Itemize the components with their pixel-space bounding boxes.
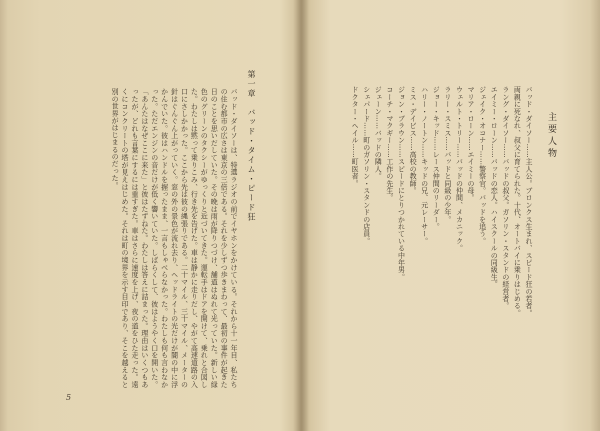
character-entry: ウェルト・トリー……バッドの仲間、メカニック。 — [455, 86, 464, 252]
character-entry: シェパード……町のガソリン・スタンドの店員。 — [362, 86, 371, 245]
character-list — [351, 86, 534, 378]
character-entry: ラング・ダイソー……バッドの叔父。ガソリン・スタンドの経営者。 — [501, 86, 510, 310]
character-list-title: 主要人物 — [546, 112, 556, 160]
chapter-body-text — [30, 88, 238, 388]
character-entry: エイミー・ローン……バッドの恋人。ハイスクールの同級生。 — [490, 86, 499, 288]
character-entry: コーチ・マクギー……工作の先生。 — [385, 86, 394, 202]
page-number: 5 — [66, 393, 72, 402]
character-entry: ジョン・ブラウン……スピードにとりつかれている中年男。 — [397, 86, 406, 281]
character-entry: バッド・ダイソー……主人公。ブロンクス生まれ、スピード狂の若者。 — [525, 86, 533, 317]
character-entry: ジョー・キッド……レース仲間のリーダー。 — [432, 86, 441, 230]
character-entry: ハリー・ノートン……キッドの兄、元レーサー。 — [420, 86, 429, 245]
character-entry: ジェーン……バッドの隣人。 — [374, 86, 383, 180]
character-entry: ミス・デイビス……高校の教師。 — [409, 86, 418, 194]
character-entry: マリア・ローン……エイミーの母。 — [467, 86, 476, 202]
character-entry: ラリー・スミス……バッドと同級の少年。 — [443, 86, 452, 223]
chapter-title: 第一章 バッド・タイム・ピード狂 — [247, 70, 256, 222]
character-entry: ドクター・ヘイル……町医者。 — [351, 86, 360, 187]
character-entry: ジェイク・オコナー……警察官。バッドを追う。 — [478, 86, 487, 245]
body-paragraph: バッド・ダイソーは、特選ラジオの前でイヤホンをかけている。それから十一年目、私たちの住む都市の広さは東京の三倍である。それを少しずつ歩きまわって、最初の事件が起きた日のことを思いだしていた。その晩は雨が降りつづけ、舗道はぬれて光っていた。新しい緑色のグリーンのタクシーがゆっくりと近づいてきた。運転手はドアを開けて、乗れと合図した。わたしは黙って乗りこみ、行き先を告げた。車は静かに走りだし、やがて高速道路の入口にさしかかった。ここから先は彼の縄張りである。二十マイル、三十マイル、メーターの針はぐんぐん上がっていく。窓の外の景色が流れ去り、ヘッドライトの光だけが闇の中に浮かんでいた。彼はハンドルを握ったまま、一言もしゃべらなかった。わたしも何も言わなかった。ただエンジンの音だけが低く響いていた。しばらくして、彼はようやく口を開いた。「あんたはなぜここに来た」と彼はたずねた。わたしは答えに詰まった。理由はいくつもあったが、どれも言葉にするには重すぎた。車はさらに速度を上げ、夜の道をひた走った。遠くにコンクリートの塔が見えはじめた。それは町の境界を示す目印であり、そこを越えると別の世界がはじまるのだった。 — [111, 88, 238, 388]
book-gutter — [293, 0, 309, 431]
character-entry: 両親に死なれ、叔父に育てられた。十代、オートバイに乗りはじめる。 — [513, 86, 522, 317]
